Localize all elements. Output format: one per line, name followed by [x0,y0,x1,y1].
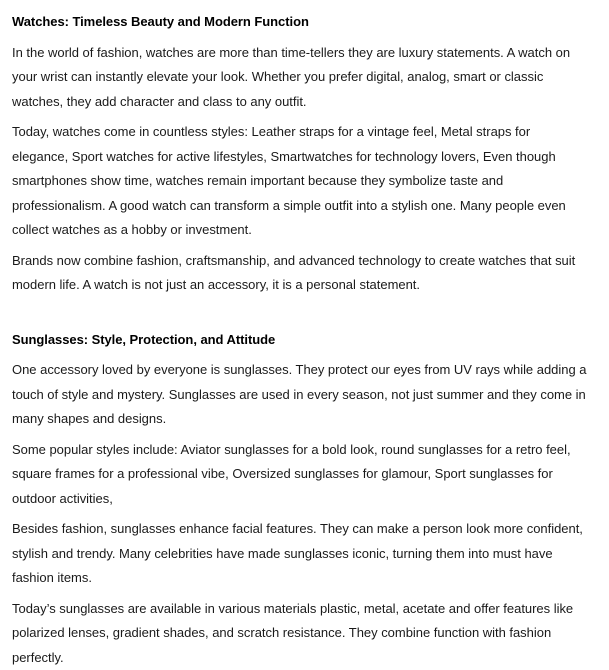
paragraph: Today, watches come in countless styles: Leather straps for a vintage feel, Metal straps for elegance, Sport watches for active lifestyles, Smartwatches for technology lovers, Even though smartphones show time, watches remain important because they symbolize taste and professionalism. A good watch can transform a simple outfit into a stylish one. Many people even collect watches as a hobby or investment. [12,120,588,243]
paragraph: Brands now combine fashion, craftsmanship, and advanced technology to create watches that suit modern life. A watch is not just an accessory, it is a personal statement. [12,249,588,298]
paragraph: One accessory loved by everyone is sunglasses. They protect our eyes from UV rays while adding a touch of style and mystery. Sunglasses are used in every season, not just summer and they come in many shapes and designs. [12,358,588,432]
paragraph: Besides fashion, sunglasses enhance facial features. They can make a person look more confident, stylish and trendy. Many celebrities have made sunglasses iconic, turning them into must have fashion items. [12,517,588,591]
section-spacer [12,298,588,328]
section-sunglasses [12,328,588,670]
paragraph: Today’s sunglasses are available in various materials plastic, metal, acetate and offer features like polarized lenses, gradient shades, and scratch resistance. They combine function with fashion perfectly. [12,597,588,670]
section-watches [12,10,588,298]
paragraph: In the world of fashion, watches are more than time-tellers they are luxury statements. A watch on your wrist can instantly elevate your look. Whether you prefer digital, analog, smart or classic watches, they add character and class to any outfit. [12,41,588,115]
section-heading-watches: Watches: Timeless Beauty and Modern Function [12,10,588,35]
paragraph: Some popular styles include: Aviator sunglasses for a bold look, round sunglasses for a retro feel, square frames for a professional vibe, Oversized sunglasses for glamour, Sport sunglasses for outdoor activities, [12,438,588,512]
section-heading-sunglasses: Sunglasses: Style, Protection, and Attitude [12,328,588,353]
